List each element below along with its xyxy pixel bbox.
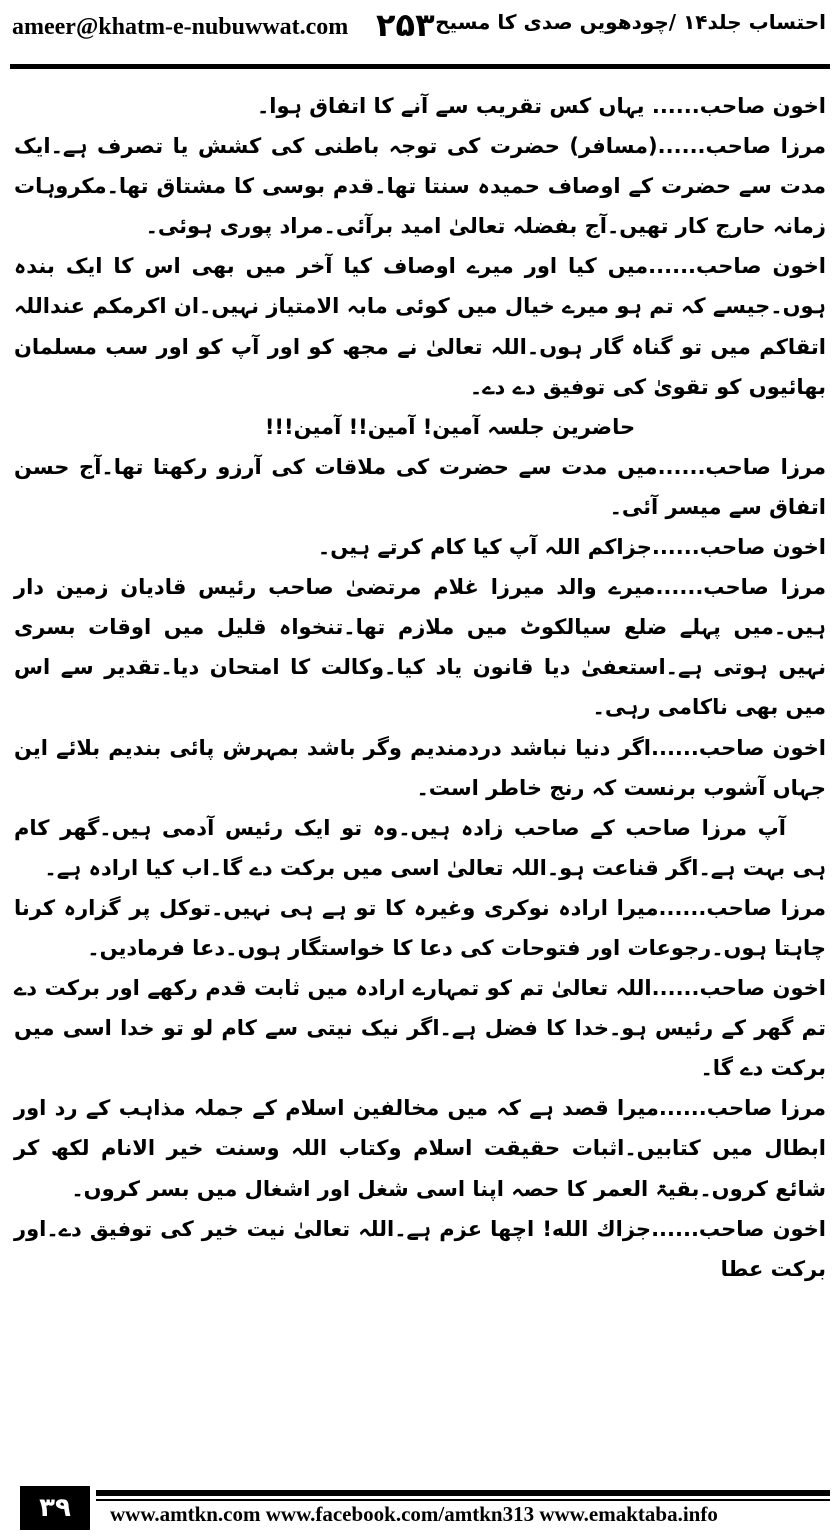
footer-links[interactable]: www.amtkn.com www.facebook.com/amtkn313 www.emaktaba.info	[110, 1502, 718, 1526]
paragraph-text: میرا قصد ہے کہ میں مخالفین اسلام کے جملہ مذاہب کے رد اور ابطال میں کتابیں۔اثبات حقیقت اسلام وکتاب اللہ وسنت خیر الانام لکھ کر شائع کروں۔بقیۃ العمر کا حصہ اپنا اسی شغل اور اشغال میں بسر کروں۔	[14, 1096, 826, 1201]
paragraph	[14, 527, 826, 567]
paragraph	[14, 1209, 826, 1289]
speaker-label: مرزا صاحب......	[658, 895, 826, 920]
header-rule	[10, 64, 830, 69]
paragraph-text: اگر دنیا نباشد دردمندیم وگر باشد بمہرش پائی بندیم بلائے این جہاں آشوب برنست کہ رنج خاطر است۔	[14, 735, 826, 800]
speaker-label: مرزا صاحب......	[657, 454, 826, 479]
paragraph	[14, 567, 826, 727]
paragraph-text: حاضرین جلسہ آمین! آمین!! آمین!!!	[264, 414, 636, 439]
running-head: احتساب جلد۱۴ /چودھویں صدی کا مسیح	[435, 10, 826, 34]
paragraph	[14, 126, 826, 246]
paragraph-centered	[14, 407, 826, 447]
footer-rule	[96, 1490, 830, 1496]
paragraph	[14, 246, 826, 406]
paragraph	[14, 86, 826, 126]
speaker-label: مرزا صاحب......	[658, 1096, 826, 1121]
document-body	[14, 86, 826, 1456]
footer-page-number: ۳۹	[20, 1486, 90, 1530]
speaker-label: اخون صاحب......	[651, 976, 826, 1001]
speaker-label: مرزا صاحب......	[655, 575, 827, 600]
paragraph-text: (مسافر) حضرت کی توجہ باطنی کی کشش یا تصرف ہے۔ایک مدت سے حضرت کے اوصاف حمیدہ سنتا تھا۔قدم بوسی کا مشتاق تھا۔مکروہات زمانہ حارج کار تھیں۔آج بفضلہ تعالیٰ امید برآئی۔مراد پوری ہوئی۔	[14, 134, 826, 239]
paragraph	[14, 888, 826, 968]
speaker-label: اخون صاحب......	[651, 1216, 826, 1241]
page-header	[0, 0, 840, 62]
paragraph-text: آپ مرزا صاحب کے صاحب زادہ ہیں۔وہ تو ایک رئیس آدمی ہیں۔گھر کام ہی بہت ہے۔اگر قناعت ہو۔اللہ تعالیٰ اسی میں برکت دے گا۔اب کیا ارادہ ہے۔	[14, 815, 826, 880]
speaker-label: اخون صاحب......	[648, 254, 826, 279]
paragraph-indented	[14, 808, 826, 888]
header-email: ameer@khatm-e-nubuwwat.com	[12, 14, 349, 40]
paragraph	[14, 968, 826, 1088]
paragraph-text: جزاکم اللہ آپ کیا کام کرتے ہیں۔	[317, 535, 652, 560]
speaker-label: اخون صاحب......	[651, 535, 826, 560]
paragraph	[14, 447, 826, 527]
speaker-label: اخون صاحب......	[651, 735, 826, 760]
paragraph-text: جزاك الله! اچھا عزم ہے۔اللہ تعالیٰ نیت خیر کی توفیق دے۔اور برکت عطا	[14, 1216, 826, 1281]
header-page-number: ۲۵۳	[376, 6, 435, 44]
paragraph	[14, 728, 826, 808]
speaker-label: اخون صاحب......	[651, 94, 826, 118]
speaker-label: مرزا صاحب......	[657, 134, 826, 159]
paragraph-text: اللہ تعالیٰ تم کو تمہارے ارادہ میں ثابت قدم رکھے اور برکت دے تم گھر کے رئیس ہو۔خدا کا فضل ہے۔اگر نیک نیتی سے کام لو تو خدا اسی میں برکت دے گا۔	[14, 976, 826, 1081]
paragraph-text: یہاں کس تقریب سے آنے کا اتفاق ہوا۔	[257, 94, 652, 118]
paragraph	[14, 1088, 826, 1208]
paragraph-text: میرے والد میرزا غلام مرتضیٰ صاحب رئیس قادیان زمین دار ہیں۔میں پہلے ضلع سیالکوٹ میں ملازم تھا۔تنخواہ قلیل میں اوقات بسری نہیں ہوتی ہے۔استعفیٰ دیا قانون یاد کیا۔وکالت کا امتحان دیا۔تقدیر سے اس میں بھی ناکامی رہی۔	[14, 575, 826, 720]
footer-rule-thin	[96, 1499, 830, 1501]
paragraph-text: میں مدت سے حضرت کی ملاقات کی آرزو رکھتا تھا۔آج حسن اتفاق سے میسر آئی۔	[14, 454, 826, 519]
paragraph-text: میرا ارادہ نوکری وغیرہ کا تو ہے ہی نہیں۔توکل پر گزارہ کرنا چاہتا ہوں۔رجوعات اور فتوحات کی دعا کا خواستگار ہوں۔دعا فرمادیں۔	[14, 895, 826, 960]
page-footer	[0, 1470, 840, 1540]
paragraph-text: میں کیا اور میرے اوصاف کیا آخر میں بھی اس کا ایک بندہ ہوں۔جیسے کہ تم ہو میرے خیال میں کوئی مابہ الامتیاز نہیں۔ان اکرمکم عنداللہ اتقاکم میں تو گناہ گار ہوں۔اللہ تعالیٰ نے مجھ کو اور آپ کو اور سب مسلمان بھائیوں کو تقویٰ کی توفیق دے دے۔	[14, 254, 826, 399]
